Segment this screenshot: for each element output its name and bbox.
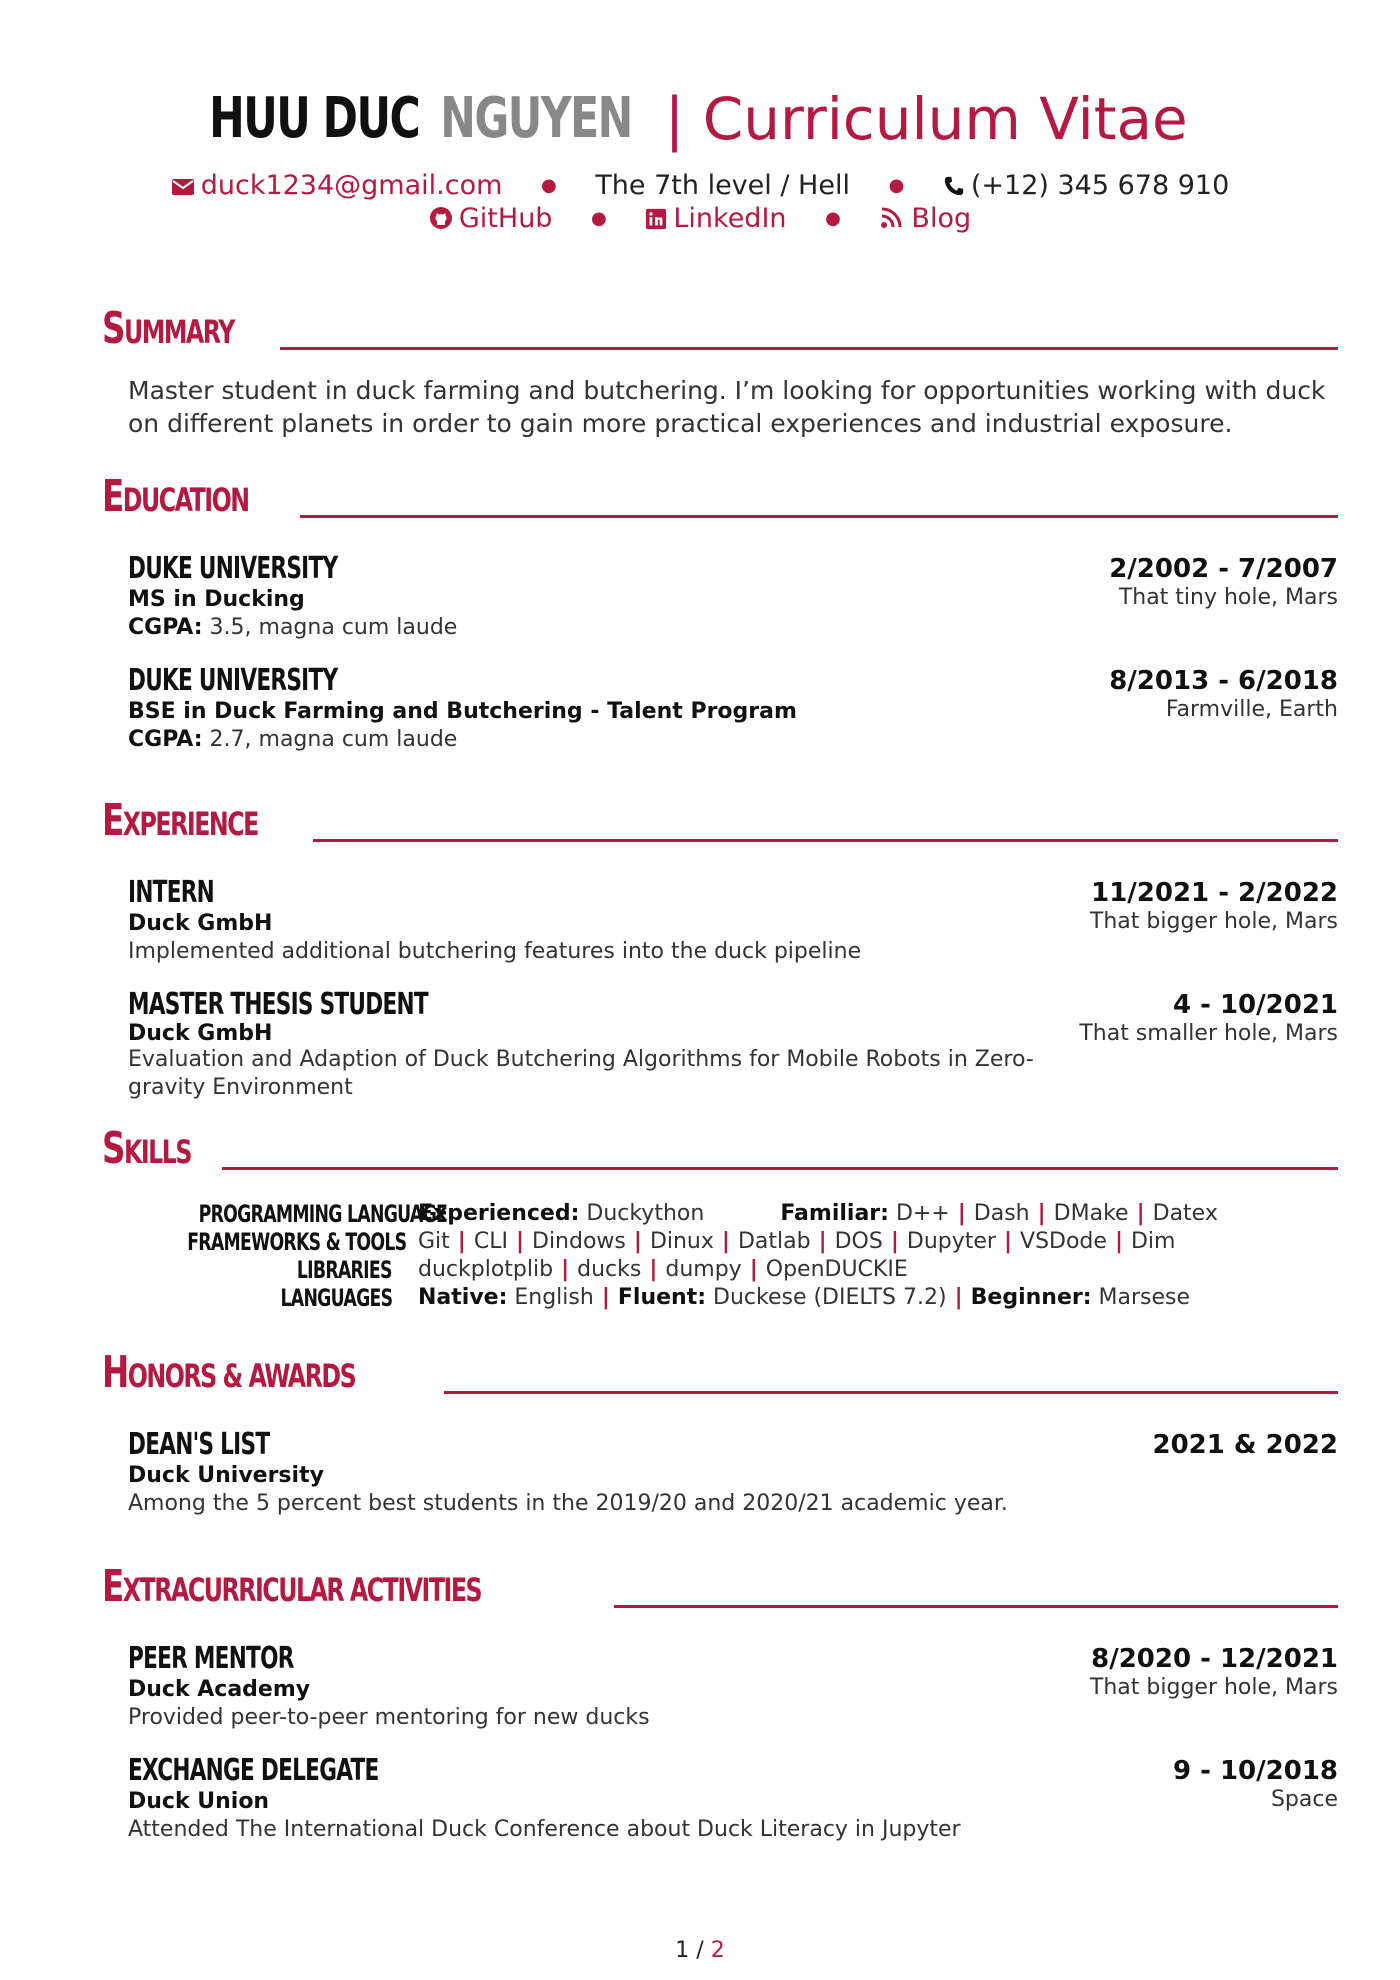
cv-title: | Curriculum Vitae [664, 85, 1188, 153]
section-heading [102, 1120, 1338, 1176]
entry-description: Implemented additional butchering features into the duck pipeline [128, 939, 862, 964]
activity-entry [128, 1642, 1338, 1732]
email-link[interactable] [171, 170, 511, 201]
entry-title: DUKE UNIVERSITY [128, 551, 338, 586]
entry-title: DUKE UNIVERSITY [128, 663, 338, 698]
page-current: 1 [675, 1938, 690, 1963]
entry-title: INTERN [128, 875, 214, 910]
entry-location: That smaller hole, Mars [1079, 1021, 1338, 1046]
summary-text: Master student in duck farming and butchering. I’m looking for opportunities working with duck on different planets in order to gain more practical experiences and industrial exposure. [128, 376, 1326, 438]
separator-dot: ● [825, 208, 841, 229]
entry-degree: BSE in Duck Farming and Butchering - Talent Program [128, 699, 797, 724]
entry-date: 8/2020 - 12/2021 [1091, 1644, 1338, 1674]
entry-date: 2/2002 - 7/2007 [1109, 554, 1338, 584]
entry-date: 11/2021 - 2/2022 [1091, 878, 1338, 908]
entry-organization: Duck Union [128, 1789, 270, 1814]
entry-description: Evaluation and Adaption of Duck Butchering Algorithms for Mobile Robots in Zero-gravity Environment [128, 1047, 1034, 1100]
experience-section [102, 792, 1338, 1102]
honors-section [102, 1344, 1338, 1518]
cv-header [0, 82, 1400, 235]
entry-company: Duck GmbH [128, 911, 273, 936]
section-title: SKILLS [102, 1123, 191, 1174]
extracurricular-section [102, 1558, 1338, 1844]
github-icon [429, 206, 453, 230]
section-rule [300, 515, 1338, 518]
entry-date: 8/2013 - 6/2018 [1109, 666, 1338, 696]
github-link[interactable] [429, 203, 561, 234]
contact-row-1 [0, 169, 1400, 202]
email-text: duck1234@gmail.com [200, 170, 503, 201]
contact-row-2 [0, 202, 1400, 235]
section-rule [614, 1605, 1338, 1608]
entry-date: 9 - 10/2018 [1172, 1756, 1338, 1786]
entry-cgpa: CGPA: 2.7, magna cum laude [128, 727, 458, 752]
separator-dot: ● [888, 175, 905, 196]
section-rule [313, 839, 1338, 842]
entry-degree: MS in Ducking [128, 587, 305, 612]
page-total-link[interactable]: 2 [710, 1938, 725, 1963]
linkedin-text: LinkedIn [673, 203, 787, 234]
entry-location: Space [1270, 1787, 1338, 1812]
github-text: GitHub [458, 203, 553, 234]
linkedin-icon [645, 208, 667, 230]
section-heading [102, 1558, 1338, 1614]
section-rule [222, 1167, 1338, 1170]
entry-title: DEAN'S LIST [128, 1427, 270, 1462]
skills-section [102, 1120, 1338, 1312]
skill-row-frameworks [102, 1228, 1338, 1256]
entry-date: 2021 & 2022 [1152, 1430, 1338, 1460]
page-number [0, 1938, 1400, 1963]
entry-location: That tiny hole, Mars [1118, 585, 1338, 610]
phone-icon [943, 175, 965, 197]
skill-values: Git | CLI | Dindows | Dinux | Datlab | DOS | Dupyter | VSDode | Dim [418, 1229, 1176, 1254]
honor-entry [128, 1428, 1338, 1518]
separator-dot: ● [541, 175, 557, 196]
entry-company: Duck GmbH [128, 1021, 273, 1046]
skill-row-programming [102, 1200, 1338, 1228]
entry-description: Attended The International Duck Conference about Duck Literacy in Jupyter [128, 1817, 961, 1842]
entry-title: EXCHANGE DELEGATE [128, 1753, 379, 1788]
name-line [0, 82, 1400, 169]
section-heading [102, 1344, 1338, 1400]
entry-title: MASTER THESIS STUDENT [128, 987, 428, 1022]
section-title: EXPERIENCE [102, 795, 258, 846]
skill-label: FRAMEWORKS & TOOLS [187, 1228, 407, 1256]
entry-date: 4 - 10/2021 [1172, 990, 1338, 1020]
separator-dot: ● [591, 208, 607, 229]
name-last: NGUYEN [439, 86, 632, 151]
blog-text: Blog [911, 203, 972, 234]
name-first: HUU DUC [209, 86, 420, 151]
section-heading [102, 468, 1338, 524]
entry-description: Provided peer-to-peer mentoring for new ducks [128, 1705, 650, 1730]
entry-organization: Duck Academy [128, 1677, 311, 1702]
entry-cgpa: CGPA: 3.5, magna cum laude [128, 615, 458, 640]
rss-blog-icon [879, 206, 905, 230]
skill-values: Experienced: Duckython Familiar: D++ | Dash | DMake | Datex [418, 1201, 1218, 1226]
skill-label: LANGUAGES [280, 1284, 392, 1312]
entry-location: That bigger hole, Mars [1089, 909, 1338, 934]
entry-location: That bigger hole, Mars [1089, 1675, 1338, 1700]
section-title: EDUCATION [102, 471, 249, 522]
skill-row-languages [102, 1284, 1338, 1312]
address-text: The 7th level / Hell [595, 170, 850, 201]
education-entry [128, 664, 1338, 754]
section-heading [102, 300, 1338, 356]
summary-section [102, 300, 1338, 440]
section-heading [102, 792, 1338, 848]
page-separator: / [696, 1938, 704, 1963]
linkedin-link[interactable] [645, 203, 795, 234]
skill-label: PROGRAMMING LANGUAGE [198, 1200, 448, 1228]
entry-institution: Duck University [128, 1463, 324, 1488]
entry-description: Among the 5 percent best students in the 2019/20 and 2020/21 academic year. [128, 1491, 1008, 1516]
section-title: SUMMARY [102, 303, 234, 354]
blog-link[interactable] [879, 203, 971, 234]
section-title: EXTRACURRICULAR ACTIVITIES [102, 1561, 482, 1612]
experience-entry [128, 876, 1338, 966]
section-rule [444, 1391, 1338, 1394]
education-section [102, 468, 1338, 754]
skill-row-libraries [102, 1256, 1338, 1284]
entry-title: PEER MENTOR [128, 1641, 294, 1676]
section-title: HONORS & AWARDS [102, 1347, 356, 1398]
entry-location: Farmville, Earth [1165, 697, 1338, 722]
skills-table [102, 1200, 1338, 1312]
section-rule [280, 347, 1338, 350]
skill-values: duckplotplib | ducks | dumpy | OpenDUCKIE [418, 1257, 908, 1282]
skill-label: LIBRARIES [297, 1256, 392, 1284]
education-entry [128, 552, 1338, 642]
activity-entry [128, 1754, 1338, 1844]
skill-values: Native: English | Fluent: Duckese (DIELTS 7.2) | Beginner: Marsese [418, 1285, 1191, 1310]
phone-text: (+12) 345 678 910 [970, 170, 1230, 201]
experience-entry [128, 988, 1338, 1102]
envelope-icon [171, 177, 195, 197]
